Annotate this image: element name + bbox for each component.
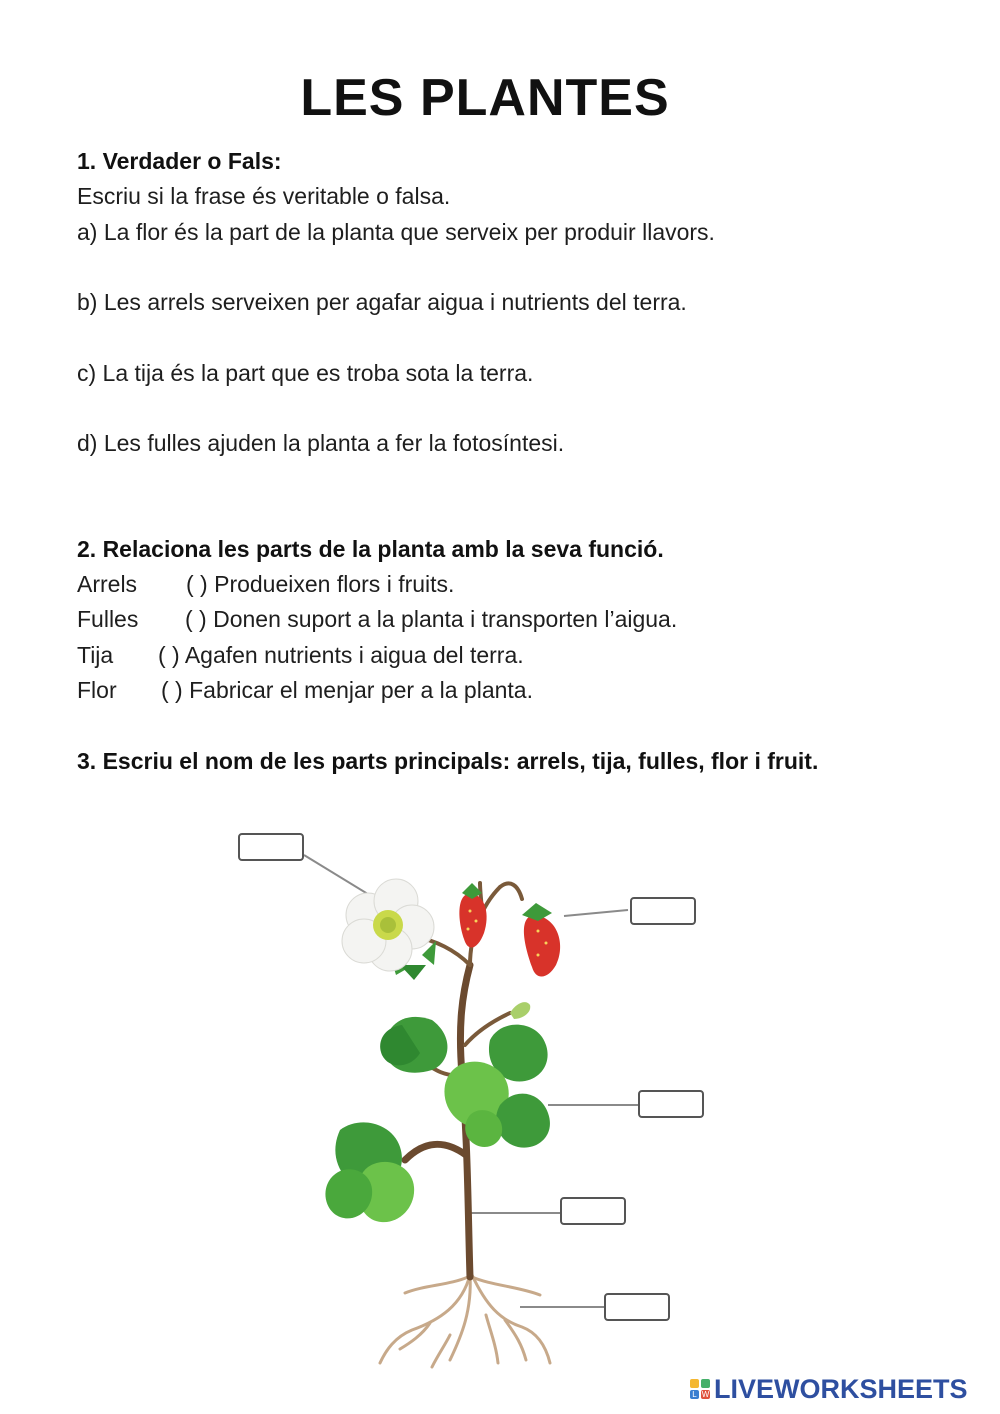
answer-box-flower[interactable] xyxy=(238,833,304,861)
statement-c: c) La tija és la part que es troba sota la terra. xyxy=(77,360,534,386)
statement-a: a) La flor és la part de la planta que serveix per produir llavors. xyxy=(77,219,715,245)
logo-grid-icon xyxy=(690,1379,710,1399)
statement-d: d) Les fulles ajuden la planta a fer la fotosíntesi. xyxy=(77,430,565,456)
section1-heading: 1. Verdader o Fals: xyxy=(77,148,282,174)
brand-name: LIVEWORKSHEETS xyxy=(714,1373,968,1404)
match-function: ( ) Donen suport a la planta i transporten l’aigua. xyxy=(185,606,678,632)
match-part: Flor xyxy=(77,677,117,703)
match-function: ( ) Fabricar el menjar per a la planta. xyxy=(161,677,533,703)
answer-box-fruit[interactable] xyxy=(630,897,696,925)
statement-b: b) Les arrels serveixen per agafar aigua i nutrients del terra. xyxy=(77,289,687,315)
answer-box-stem[interactable] xyxy=(560,1197,626,1225)
answer-box-leaves[interactable] xyxy=(638,1090,704,1118)
match-function: ( ) Agafen nutrients i aigua del terra. xyxy=(158,642,524,668)
flower-icon xyxy=(342,879,434,971)
section2-heading: 2. Relaciona les parts de la planta amb la seva funció. xyxy=(77,536,664,562)
leader-line-flower xyxy=(304,855,376,899)
match-row xyxy=(77,640,524,670)
match-part: Arrels xyxy=(77,571,138,597)
strawberry-icon xyxy=(459,883,560,977)
answer-box-roots[interactable] xyxy=(604,1293,670,1321)
logo-letter-l: L xyxy=(690,1390,699,1399)
plant-diagram xyxy=(200,815,740,1375)
logo-letter-w: W xyxy=(701,1390,710,1399)
section3-heading: 3. Escriu el nom de les parts principals: arrels, tija, fulles, flor i fruit. xyxy=(77,748,819,774)
match-function: ( ) Produeixen flors i fruits. xyxy=(186,571,455,597)
match-row xyxy=(77,569,454,599)
page-title: LES PLANTES xyxy=(300,69,670,127)
liveworksheets-logo xyxy=(690,1372,968,1406)
match-row xyxy=(77,675,533,705)
match-part: Tija xyxy=(77,642,114,668)
section1-instruction: Escriu si la frase és veritable o falsa. xyxy=(77,183,451,209)
match-part: Fulles xyxy=(77,606,139,632)
match-row xyxy=(77,604,677,634)
